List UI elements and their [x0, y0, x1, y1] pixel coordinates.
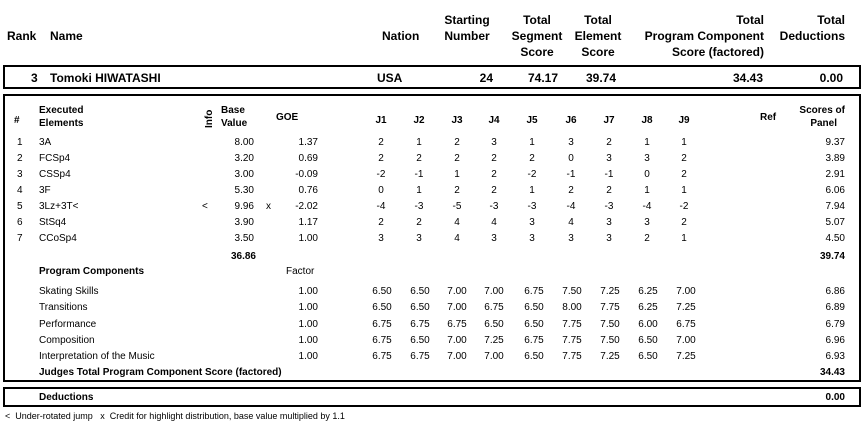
element-judge-score: 3 — [529, 217, 535, 228]
num-header: # — [14, 115, 20, 126]
component-judge-score: 7.00 — [447, 302, 467, 314]
component-name: Performance — [39, 318, 97, 330]
component-judge-score: 6.75 — [676, 318, 696, 330]
element-judge-score: 2 — [416, 217, 422, 228]
element-num: 4 — [17, 185, 23, 196]
scores-header-1: Scores of — [799, 105, 845, 116]
element-num: 5 — [17, 201, 23, 212]
component-judge-score: 7.25 — [600, 351, 620, 363]
element-goe: 0.69 — [298, 153, 318, 164]
judge-header-3: J3 — [451, 115, 463, 126]
rank-header: Rank — [7, 29, 37, 43]
element-judge-score: 2 — [606, 185, 612, 196]
component-judge-score: 6.75 — [372, 334, 392, 346]
component-name: Composition — [39, 334, 95, 346]
element-judge-score: 3 — [644, 153, 650, 164]
element-name: 3Lz+3T< — [39, 201, 79, 212]
element-judge-score: -1 — [414, 169, 424, 180]
total-deductions: 0.00 — [819, 71, 843, 85]
component-judge-score: 6.50 — [372, 302, 392, 314]
element-base: 3.50 — [234, 233, 254, 244]
element-goe: 1.17 — [298, 217, 318, 228]
element-score: 3.89 — [825, 153, 845, 164]
component-judge-score: 6.50 — [484, 318, 504, 330]
element-judge-score: 1 — [644, 137, 650, 148]
judge-header-4: J4 — [488, 115, 500, 126]
pcs-total: 34.43 — [819, 367, 845, 378]
element-judge-score: 4 — [454, 233, 460, 244]
element-judge-score: 4 — [568, 217, 574, 228]
component-judge-score: 7.00 — [484, 286, 504, 297]
executed-header-1: Executed — [39, 105, 84, 116]
element-judge-score: -1 — [566, 169, 576, 180]
component-judge-score: 7.00 — [447, 351, 467, 363]
element-goe: 1.00 — [298, 233, 318, 244]
element-score: 6.06 — [825, 185, 845, 196]
component-judge-score: 6.75 — [372, 318, 392, 330]
deductions-value: 0.00 — [825, 392, 845, 403]
element-judge-score: 2 — [606, 137, 612, 148]
footnote: < Under-rotated jump x Credit for highlight distribution, base value multiplied by 1.1 — [5, 411, 345, 421]
element-judge-score: 1 — [681, 233, 687, 244]
starting-number: 24 — [479, 71, 493, 85]
pcs-score: 34.43 — [732, 71, 763, 85]
starting-number-header-line-1: Number — [444, 29, 490, 43]
element-judge-score: 2 — [454, 153, 460, 164]
element-judge-score: 2 — [416, 153, 422, 164]
element-judge-score: 2 — [378, 217, 384, 228]
component-judge-score: 7.50 — [600, 334, 620, 346]
element-goe: 1.37 — [298, 137, 318, 148]
deductions-header-line-0: Total — [817, 13, 845, 27]
element-x: x — [266, 201, 271, 212]
element-num: 2 — [17, 153, 23, 164]
element-judge-score: 0 — [378, 185, 384, 196]
component-judge-score: 6.25 — [638, 286, 658, 297]
element-judge-score: -3 — [604, 201, 614, 212]
ref-header: Ref — [760, 112, 777, 123]
judge-header-2: J2 — [413, 115, 425, 126]
element-base: 5.30 — [234, 185, 254, 196]
element-name: 3F — [39, 185, 51, 196]
element-name: CCoSp4 — [39, 233, 77, 244]
element-name: FCSp4 — [39, 153, 71, 164]
element-judge-score: -4 — [642, 201, 652, 212]
element-judge-score: 4 — [454, 217, 460, 228]
component-score: 6.79 — [825, 318, 845, 330]
component-judge-score: 6.50 — [410, 302, 430, 314]
element-judge-score: 2 — [378, 137, 384, 148]
factor-header: Factor — [286, 266, 315, 277]
executed-header-2: Elements — [39, 118, 84, 129]
component-judge-score: 6.75 — [524, 334, 544, 346]
element-judge-score: -2 — [527, 169, 537, 180]
component-judge-score: 6.75 — [447, 318, 467, 330]
element-judge-score: 2 — [568, 185, 574, 196]
component-judge-score: 6.75 — [410, 351, 430, 363]
element-judge-score: -5 — [452, 201, 462, 212]
element-judge-score: 2 — [681, 169, 687, 180]
component-name: Interpretation of the Music — [39, 351, 155, 363]
nation-header: Nation — [382, 29, 420, 43]
component-score: 6.86 — [825, 286, 845, 297]
element-judge-score: 2 — [681, 153, 687, 164]
element-judge-score: 2 — [491, 169, 497, 180]
component-score: 6.96 — [825, 334, 845, 346]
element-judge-score: 3 — [529, 233, 535, 244]
skater-rank: 3 — [31, 71, 38, 85]
component-judge-score: 7.00 — [676, 334, 696, 346]
skater-nation: USA — [377, 71, 403, 85]
element-judge-score: 2 — [681, 217, 687, 228]
component-factor: 1.00 — [298, 286, 318, 297]
element-num: 1 — [17, 137, 23, 148]
component-judge-score: 7.25 — [676, 351, 696, 363]
component-judge-score: 6.50 — [410, 286, 430, 297]
component-judge-score: 7.75 — [562, 334, 582, 346]
segment-score-header-line-1: Segment — [511, 29, 563, 43]
element-base: 3.00 — [234, 169, 254, 180]
element-score: 7.94 — [825, 201, 845, 212]
component-judge-score: 8.00 — [562, 302, 582, 314]
element-judge-score: 3 — [491, 137, 497, 148]
element-score-header-line-0: Total — [584, 13, 612, 27]
base-total: 36.86 — [230, 251, 256, 262]
element-judge-score: 3 — [491, 233, 497, 244]
element-judge-score: -2 — [376, 169, 386, 180]
component-judge-score: 7.00 — [676, 286, 696, 297]
element-num: 6 — [17, 217, 23, 228]
element-judge-score: 3 — [568, 137, 574, 148]
component-judge-score: 6.50 — [372, 286, 392, 297]
element-judge-score: -4 — [566, 201, 576, 212]
judge-header-6: J6 — [565, 115, 577, 126]
base-header-2: Value — [221, 118, 248, 129]
element-goe: -2.02 — [295, 201, 318, 212]
component-judge-score: 6.75 — [410, 318, 430, 330]
element-judge-score: 1 — [644, 185, 650, 196]
name-header: Name — [50, 29, 83, 43]
component-factor: 1.00 — [298, 351, 318, 363]
element-score: 4.50 — [825, 233, 845, 244]
element-judge-score: 3 — [606, 153, 612, 164]
element-judge-score: -3 — [489, 201, 499, 212]
element-goe: -0.09 — [295, 169, 318, 180]
component-judge-score: 7.00 — [447, 334, 467, 346]
component-judge-score: 7.25 — [484, 334, 504, 346]
deductions-header-line-1: Deductions — [779, 29, 845, 43]
element-judge-score: 0 — [644, 169, 650, 180]
deductions-label: Deductions — [39, 392, 94, 403]
component-judge-score: 6.75 — [524, 286, 544, 297]
element-judge-score: 3 — [568, 233, 574, 244]
element-judge-score: 2 — [529, 153, 535, 164]
judge-header-8: J8 — [641, 115, 653, 126]
component-judge-score: 7.00 — [484, 351, 504, 363]
segment-score-header-line-0: Total — [523, 13, 551, 27]
base-header-1: Base — [221, 105, 245, 116]
component-name: Skating Skills — [39, 286, 99, 297]
element-score: 2.91 — [825, 169, 845, 180]
element-base: 8.00 — [234, 137, 254, 148]
component-score: 6.89 — [825, 302, 845, 314]
element-judge-score: 2 — [491, 185, 497, 196]
element-judge-score: 1 — [416, 185, 422, 196]
scores-header-2: Panel — [810, 118, 837, 129]
pcs-total-label: Judges Total Program Component Score (factored) — [39, 367, 282, 378]
judge-header-1: J1 — [375, 115, 387, 126]
pcs-header-line-0: Total — [736, 13, 764, 27]
segment-score: 74.17 — [527, 71, 558, 85]
element-goe: 0.76 — [298, 185, 318, 196]
element-judge-score: 2 — [378, 153, 384, 164]
element-base: 3.20 — [234, 153, 254, 164]
element-score-header-line-2: Score — [581, 45, 615, 59]
elements-total: 39.74 — [819, 251, 845, 262]
component-judge-score: 6.50 — [638, 351, 658, 363]
component-judge-score: 7.25 — [600, 286, 620, 297]
element-judge-score: 3 — [606, 233, 612, 244]
element-judge-score: 1 — [529, 185, 535, 196]
component-factor: 1.00 — [298, 302, 318, 314]
element-judge-score: 1 — [681, 185, 687, 196]
component-judge-score: 6.50 — [524, 351, 544, 363]
component-factor: 1.00 — [298, 318, 318, 330]
element-judge-score: -3 — [414, 201, 424, 212]
element-judge-score: -4 — [376, 201, 386, 212]
pcs-header-line-2: Score (factored) — [671, 45, 764, 59]
starting-number-header-line-0: Starting — [444, 13, 490, 27]
element-base: 9.96 — [234, 201, 254, 212]
deductions-box — [3, 387, 861, 407]
component-judge-score: 7.75 — [562, 318, 582, 330]
element-judge-score: 2 — [454, 137, 460, 148]
element-judge-score: 2 — [644, 233, 650, 244]
segment-score-header-line-2: Score — [520, 45, 554, 59]
component-judge-score: 7.75 — [562, 351, 582, 363]
pcs-header-line-1: Program Component — [644, 29, 764, 43]
component-factor: 1.00 — [298, 334, 318, 346]
component-judge-score: 6.50 — [524, 318, 544, 330]
element-name: 3A — [39, 137, 52, 148]
element-num: 7 — [17, 233, 23, 244]
element-base: 3.90 — [234, 217, 254, 228]
element-judge-score: 3 — [416, 233, 422, 244]
element-num: 3 — [17, 169, 23, 180]
element-judge-score: 3 — [606, 217, 612, 228]
component-judge-score: 7.75 — [600, 302, 620, 314]
judge-header-7: J7 — [603, 115, 615, 126]
component-judge-score: 7.50 — [600, 318, 620, 330]
component-judge-score: 7.50 — [562, 286, 582, 297]
component-score: 6.93 — [825, 351, 845, 363]
component-judge-score: 7.00 — [447, 286, 467, 297]
info-header: Info — [204, 109, 215, 128]
element-name: CSSp4 — [39, 169, 71, 180]
judge-header-9: J9 — [678, 115, 690, 126]
element-judge-score: 1 — [416, 137, 422, 148]
pc-title: Program Components — [39, 266, 145, 277]
element-judge-score: 3 — [378, 233, 384, 244]
element-score: 39.74 — [585, 71, 616, 85]
component-judge-score: 6.50 — [410, 334, 430, 346]
component-judge-score: 7.25 — [676, 302, 696, 314]
component-judge-score: 6.75 — [372, 351, 392, 363]
element-judge-score: -1 — [604, 169, 614, 180]
element-judge-score: 4 — [491, 217, 497, 228]
element-judge-score: 1 — [529, 137, 535, 148]
component-judge-score: 6.00 — [638, 318, 658, 330]
component-judge-score: 6.25 — [638, 302, 658, 314]
element-score-header-line-1: Element — [574, 29, 622, 43]
component-judge-score: 6.50 — [638, 334, 658, 346]
element-judge-score: -3 — [527, 201, 537, 212]
element-score: 9.37 — [825, 137, 845, 148]
component-judge-score: 6.75 — [484, 302, 504, 314]
element-judge-score: 2 — [454, 185, 460, 196]
element-judge-score: -2 — [679, 201, 689, 212]
element-judge-score: 0 — [568, 153, 574, 164]
element-judge-score: 1 — [454, 169, 460, 180]
component-name: Transitions — [39, 302, 88, 314]
element-judge-score: 1 — [681, 137, 687, 148]
judge-header-5: J5 — [526, 115, 538, 126]
skater-name: Tomoki HIWATASHI — [50, 71, 161, 85]
element-judge-score: 3 — [644, 217, 650, 228]
element-score: 5.07 — [825, 217, 845, 228]
goe-header: GOE — [276, 112, 299, 123]
element-name: StSq4 — [39, 217, 67, 228]
element-info: < — [202, 201, 208, 212]
component-judge-score: 6.50 — [524, 302, 544, 314]
element-judge-score: 2 — [491, 153, 497, 164]
